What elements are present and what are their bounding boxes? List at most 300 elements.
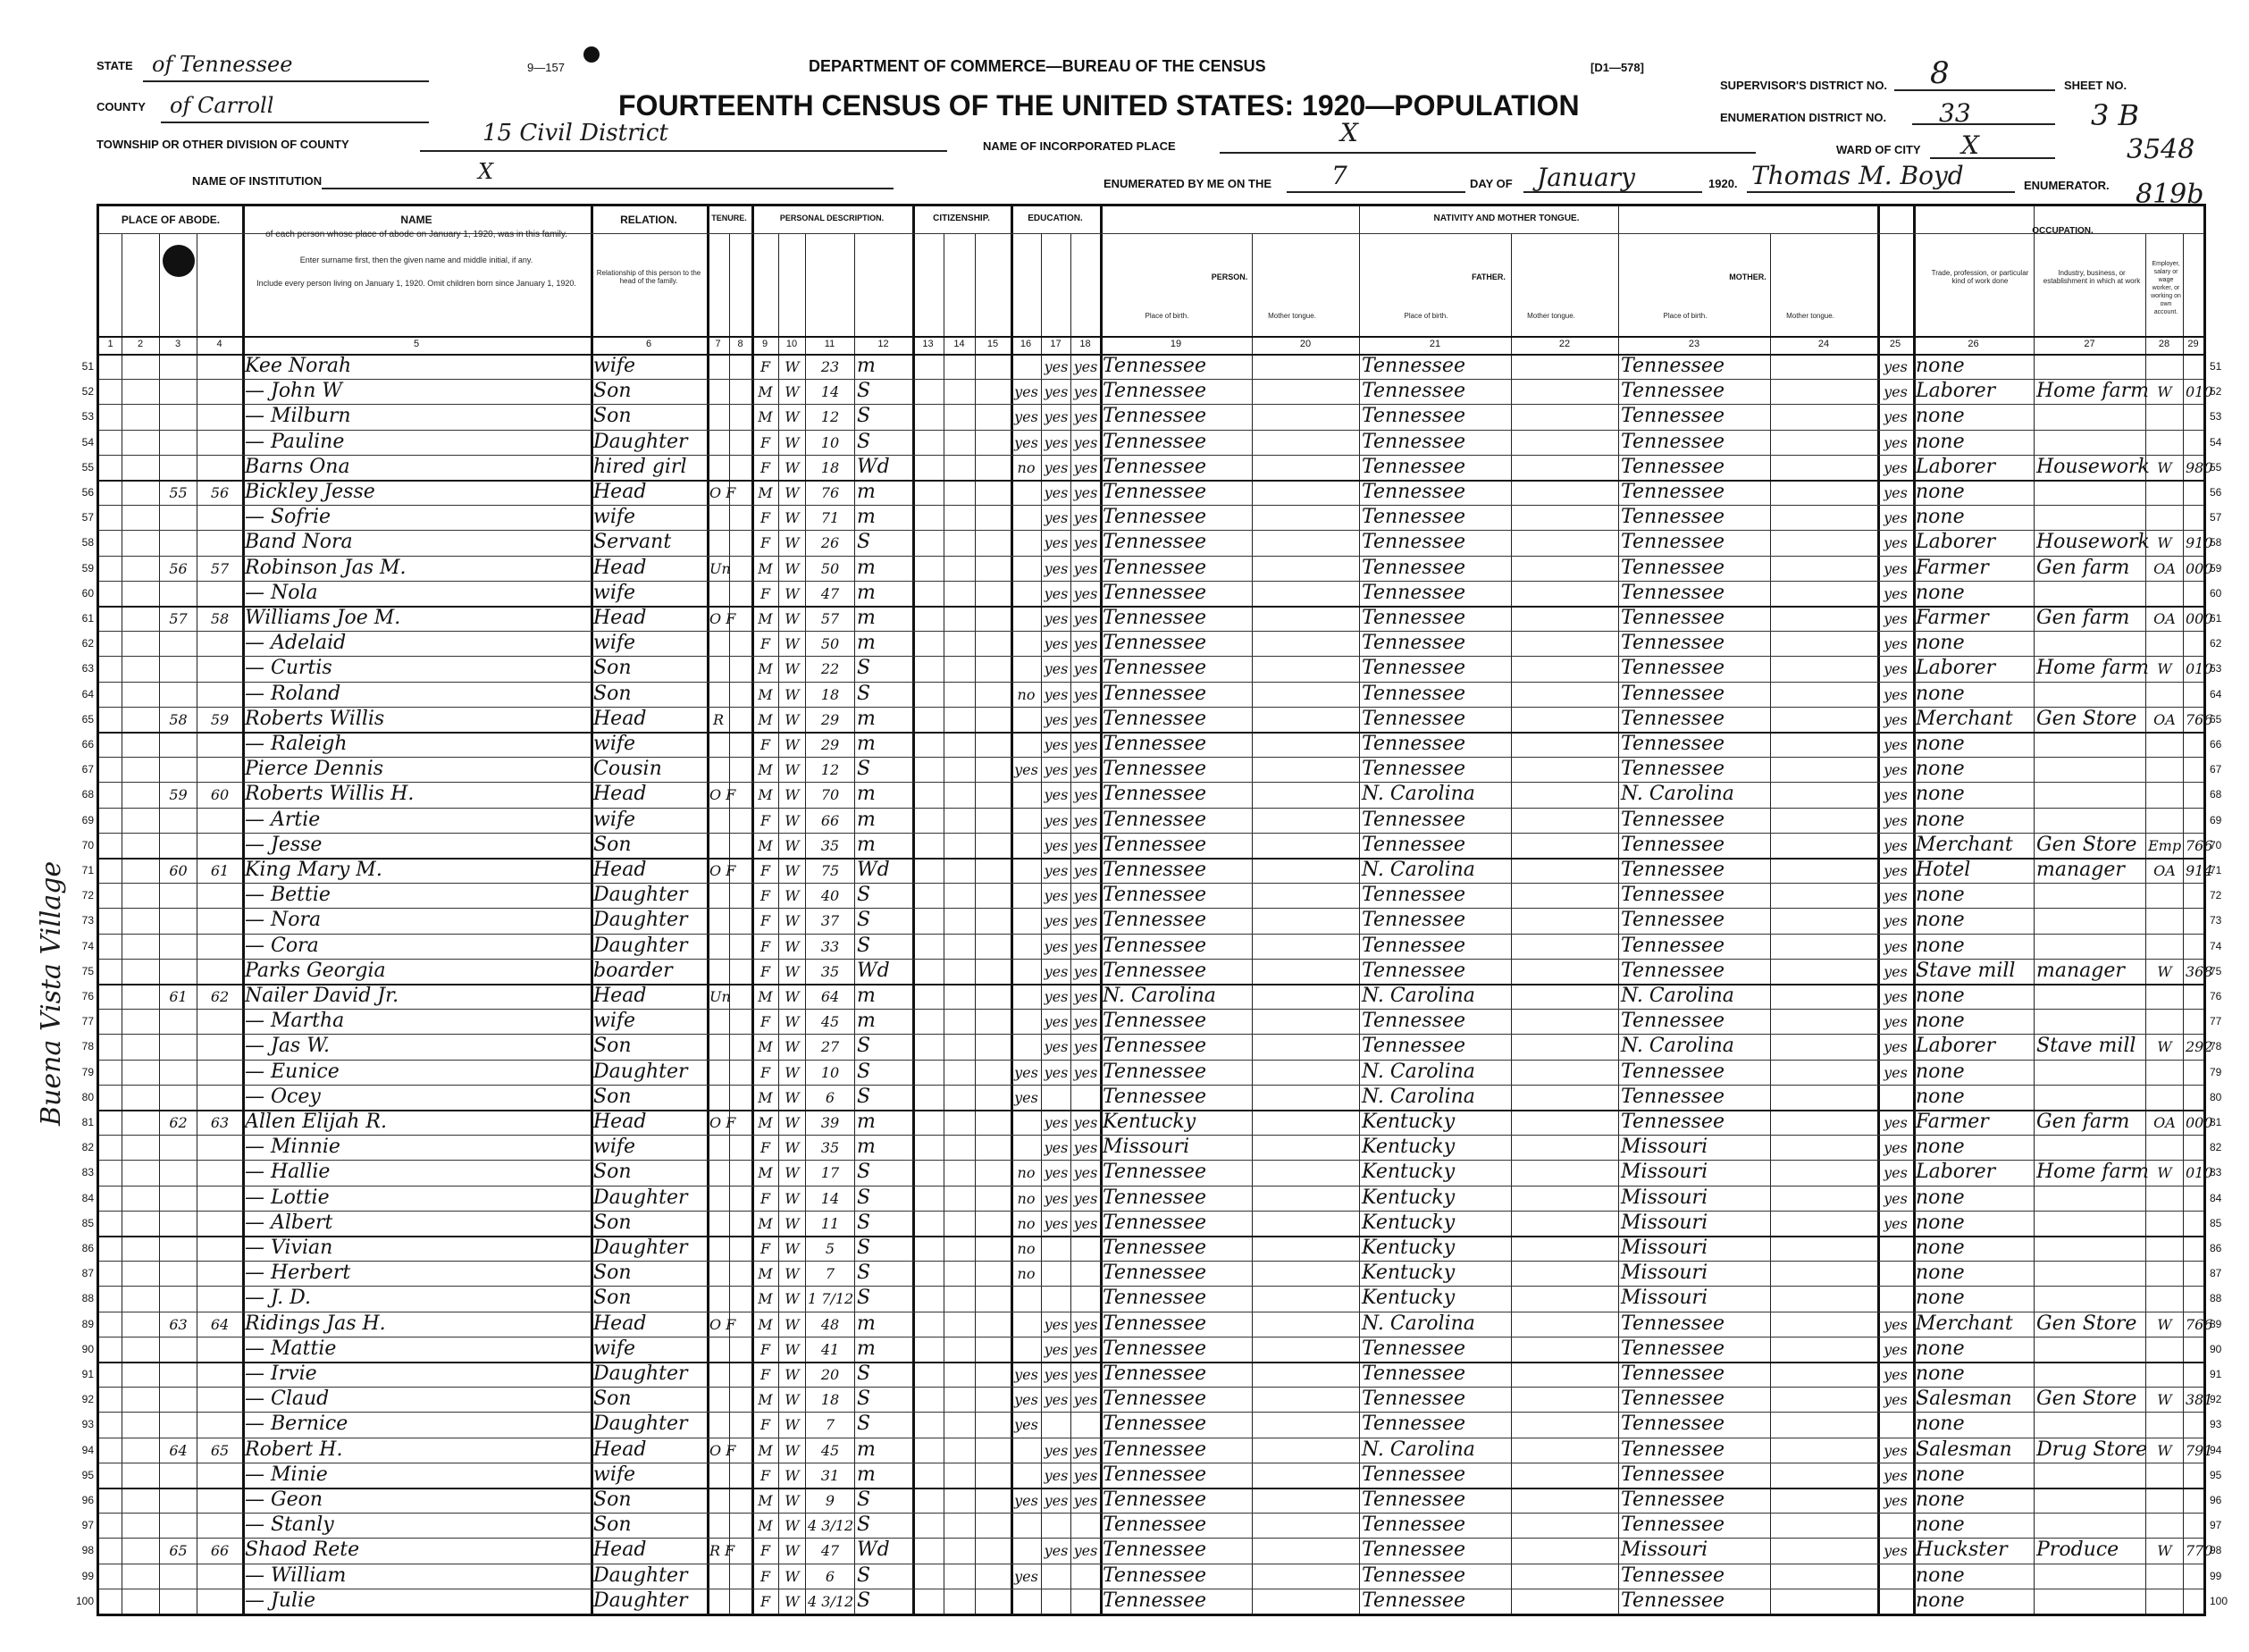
cell-father: Tennessee	[1362, 959, 1465, 982]
cell-trade: none	[1916, 909, 1965, 932]
cell-name: — Sofrie	[245, 506, 331, 529]
column-number: 23	[1688, 339, 1700, 349]
cell-mother: Tennessee	[1621, 1337, 1725, 1360]
column-number: 3	[174, 339, 181, 349]
cell-name: — Ocey	[245, 1085, 321, 1108]
cell-dwelling: 63	[169, 1315, 188, 1333]
cell-read: yes	[1044, 811, 1069, 829]
line-number: 94	[81, 1443, 94, 1456]
cell-industry: manager	[2036, 959, 2125, 982]
cell-father: Tennessee	[1362, 657, 1465, 680]
cell-write: yes	[1073, 660, 1098, 678]
cell-marital: Wd	[857, 455, 890, 478]
table-row	[81, 455, 2222, 480]
cell-sex: F	[759, 912, 771, 930]
cell-age: 14	[820, 1189, 840, 1207]
cell-marital: m	[857, 506, 876, 529]
cell-name: — Geon	[245, 1488, 323, 1511]
cell-race: W	[785, 1542, 800, 1560]
table-row	[81, 808, 2222, 833]
cell-name: — Mattie	[245, 1337, 337, 1360]
cell-birth: Tennessee	[1103, 1564, 1206, 1587]
line-number: 60	[81, 586, 94, 600]
cell-mother: Tennessee	[1621, 934, 1725, 957]
cell-dwelling: 61	[169, 988, 188, 1005]
cell-age: 14	[820, 383, 840, 401]
cell-birth: Tennessee	[1103, 707, 1206, 730]
cell-marital: S	[857, 1413, 871, 1436]
cell-race: W	[785, 912, 800, 930]
cell-relation: Daughter	[593, 934, 688, 957]
cell-tenure: Un	[709, 559, 731, 577]
line-number-right: 60	[2210, 586, 2222, 600]
table-row	[81, 1160, 2222, 1185]
cell-family: 56	[210, 484, 230, 501]
cell-sex: M	[758, 1517, 773, 1535]
cell-family: 57	[210, 559, 230, 577]
cell-sex: F	[759, 584, 771, 602]
cell-name: Band Nora	[245, 531, 353, 554]
line-number-right: 72	[2210, 889, 2222, 902]
cell-write: yes	[1073, 559, 1098, 577]
cell-english: yes	[1884, 912, 1908, 930]
group-occupation: OCCUPATION.	[2032, 226, 2094, 236]
cell-father: Tennessee	[1362, 707, 1465, 730]
cell-sex: M	[758, 1214, 773, 1232]
cell-birth: Tennessee	[1103, 959, 1206, 982]
line-number: 81	[81, 1116, 94, 1128]
margin-note: 3548	[2127, 134, 2195, 165]
cell-write: yes	[1073, 1366, 1098, 1383]
cell-birth: Tennessee	[1103, 556, 1206, 579]
cell-family: 65	[210, 1441, 230, 1459]
cell-birth: Tennessee	[1103, 632, 1206, 655]
cell-write: yes	[1073, 484, 1098, 501]
cell-relation: Daughter	[593, 430, 688, 453]
cell-read: yes	[1044, 1189, 1069, 1207]
line-number: 63	[81, 662, 94, 675]
line-number-right: 100	[2210, 1594, 2228, 1607]
cell-read: yes	[1044, 912, 1069, 930]
line-number: 75	[81, 964, 94, 977]
cell-write: yes	[1073, 1441, 1098, 1459]
cell-birth: Tennessee	[1103, 1363, 1206, 1385]
table-row	[81, 1387, 2222, 1412]
enumerator-label: ENUMERATOR.	[2024, 179, 2110, 192]
cell-race: W	[785, 584, 800, 602]
cell-code: 766	[2186, 710, 2213, 728]
cell-mother: Tennessee	[1621, 808, 1725, 831]
cell-class: W	[2157, 1315, 2172, 1333]
cell-marital: S	[857, 1488, 871, 1511]
cell-age: 5	[825, 1240, 835, 1257]
cell-name: — Minnie	[245, 1136, 340, 1159]
cell-code: 910	[2186, 534, 2213, 552]
cell-relation: Head	[593, 707, 647, 730]
cell-read: yes	[1044, 1063, 1069, 1081]
cell-read: yes	[1044, 1114, 1069, 1131]
cell-english: yes	[1884, 1114, 1908, 1131]
cell-read: yes	[1044, 836, 1069, 854]
cell-sex: F	[759, 887, 771, 905]
line-number-right: 71	[2210, 864, 2222, 876]
cell-name: — J. D.	[245, 1287, 311, 1310]
column-number: 19	[1170, 339, 1182, 349]
cell-trade: none	[1916, 1463, 1965, 1486]
cell-trade: none	[1916, 355, 1965, 377]
cell-family: 63	[210, 1114, 230, 1131]
cell-code: 770	[2186, 1542, 2213, 1560]
cell-mother: Tennessee	[1621, 909, 1725, 932]
cell-age: 35	[820, 962, 840, 980]
cell-race: W	[785, 1391, 800, 1409]
cell-race: W	[785, 1189, 800, 1207]
census-sheet	[75, 204, 2228, 1616]
cell-birth: Tennessee	[1103, 581, 1206, 604]
column-number: 2	[137, 339, 144, 349]
cell-trade: Farmer	[1916, 607, 1989, 629]
mother-tongue2-hdr: Mother tongue.	[1786, 312, 1834, 320]
cell-marital: S	[857, 1287, 871, 1310]
table-row	[81, 1463, 2222, 1488]
cell-english: yes	[1884, 685, 1908, 703]
cell-write: yes	[1073, 408, 1098, 426]
day-of-label: DAY OF	[1470, 177, 1513, 190]
cell-relation: Head	[593, 607, 647, 629]
cell-read: yes	[1044, 610, 1069, 627]
cell-race: W	[785, 1139, 800, 1157]
cell-father: N. Carolina	[1362, 1060, 1475, 1083]
cell-industry: Gen Store	[2036, 707, 2137, 730]
cell-father: Tennessee	[1362, 556, 1465, 579]
cell-write: yes	[1073, 710, 1098, 728]
cell-father: Tennessee	[1362, 1564, 1465, 1587]
cell-read: yes	[1044, 559, 1069, 577]
year-label: 1920.	[1708, 177, 1738, 190]
cell-birth: Tennessee	[1103, 506, 1206, 529]
cell-marital: S	[857, 1363, 871, 1385]
cell-relation: Daughter	[593, 1589, 688, 1612]
cell-write: yes	[1073, 1214, 1098, 1232]
cell-age: 47	[820, 1542, 840, 1560]
cell-sex: M	[758, 1265, 773, 1283]
cell-english: yes	[1884, 1189, 1908, 1207]
cell-age: 50	[820, 635, 840, 653]
sheet-label: SHEET NO.	[2064, 79, 2127, 92]
cell-father: Tennessee	[1362, 506, 1465, 529]
cell-mother: Tennessee	[1621, 758, 1725, 781]
cell-race: W	[785, 988, 800, 1005]
cell-name: — Irvie	[245, 1363, 317, 1385]
cell-age: 10	[820, 1063, 840, 1081]
line-number-right: 53	[2210, 410, 2222, 423]
column-number: 21	[1429, 339, 1441, 349]
cell-english: yes	[1884, 1214, 1908, 1232]
table-row	[81, 732, 2222, 757]
cell-dwelling: 65	[169, 1542, 188, 1560]
cell-mother: Missouri	[1621, 1262, 1708, 1285]
table-row	[81, 1538, 2222, 1563]
line-number: 86	[81, 1242, 94, 1254]
cell-read: yes	[1044, 509, 1069, 527]
cell-marital: S	[857, 1161, 871, 1184]
cell-mother: Tennessee	[1621, 733, 1725, 755]
cell-read: yes	[1044, 1139, 1069, 1157]
cell-mother: Tennessee	[1621, 556, 1725, 579]
line-number-right: 59	[2210, 561, 2222, 574]
cell-sex: F	[759, 1366, 771, 1383]
line-number: 90	[81, 1342, 94, 1355]
cell-sex: M	[758, 710, 773, 728]
cell-marital: S	[857, 1514, 871, 1537]
cell-trade: Salesman	[1916, 1388, 2012, 1411]
cell-english: yes	[1884, 534, 1908, 552]
line-number: 67	[81, 763, 94, 776]
cell-relation: Servant	[593, 531, 672, 554]
cell-birth: Missouri	[1103, 1136, 1190, 1159]
cell-father: N. Carolina	[1362, 985, 1475, 1007]
cell-read: yes	[1044, 660, 1069, 678]
cell-age: 9	[825, 1492, 835, 1509]
cell-name: — Artie	[245, 808, 321, 831]
institution-value: X	[478, 159, 494, 184]
cell-age: 6	[825, 1567, 835, 1585]
employer-hdr: Employer, salary or wage worker, or working on own account.	[2151, 261, 2181, 315]
line-number-right: 97	[2210, 1519, 2222, 1532]
line-number: 100	[75, 1594, 94, 1607]
cell-birth: Tennessee	[1103, 1463, 1206, 1486]
cell-sex: M	[758, 610, 773, 627]
cell-trade: none	[1916, 934, 1965, 957]
cell-sex: M	[758, 383, 773, 401]
cell-sex: F	[759, 1466, 771, 1484]
table-row	[81, 1362, 2222, 1387]
cell-english: yes	[1884, 458, 1908, 476]
cell-trade: Laborer	[1916, 380, 1996, 403]
table-row	[81, 858, 2222, 883]
cell-dwelling: 56	[169, 559, 188, 577]
cell-age: 1 7/12	[808, 1290, 854, 1308]
line-number: 69	[81, 813, 94, 826]
cell-age: 70	[820, 786, 840, 804]
cell-trade: none	[1916, 1413, 1965, 1436]
line-number-right: 85	[2210, 1216, 2222, 1229]
cell-father: Kentucky	[1362, 1287, 1456, 1310]
cell-relation: Son	[593, 1488, 632, 1511]
cell-family: 62	[210, 988, 230, 1005]
cell-write: yes	[1073, 358, 1098, 375]
cell-trade: none	[1916, 733, 1965, 755]
cell-write: yes	[1073, 1391, 1098, 1409]
cell-relation: Daughter	[593, 1564, 688, 1587]
cell-school: no	[1017, 1240, 1036, 1257]
cell-name: — Martha	[245, 1010, 345, 1033]
cell-father: Tennessee	[1362, 632, 1465, 655]
cell-relation: wife	[593, 808, 636, 831]
cell-father: Tennessee	[1362, 1514, 1465, 1537]
cell-read: yes	[1044, 887, 1069, 905]
cell-english: yes	[1884, 988, 1908, 1005]
name-instr2: Include every person living on January 1, 1920. Omit children born since January 1, 1920.	[256, 279, 576, 288]
cell-birth: Tennessee	[1103, 1211, 1206, 1234]
cell-code: 000	[2186, 559, 2213, 577]
line-number: 52	[81, 385, 94, 398]
cell-tenure: O F	[709, 1315, 736, 1333]
cell-father: Tennessee	[1362, 355, 1465, 377]
cell-marital: S	[857, 758, 871, 781]
cell-relation: Son	[593, 1287, 632, 1310]
group-person: PERSON.	[1211, 273, 1248, 281]
cell-english: yes	[1884, 509, 1908, 527]
group-tenure: TENURE.	[711, 214, 747, 222]
column-number: 1	[107, 339, 113, 349]
cell-race: W	[785, 635, 800, 653]
cell-sex: M	[758, 484, 773, 501]
trade-hdr: Trade, profession, or particular kind of work done	[1931, 269, 2029, 285]
cell-mother: N. Carolina	[1621, 1035, 1734, 1058]
group-place-of-abode: PLACE OF ABODE.	[121, 214, 221, 226]
cell-class: OA	[2153, 710, 2176, 728]
cell-age: 12	[820, 408, 840, 426]
cell-marital: S	[857, 405, 871, 428]
cell-age: 29	[820, 736, 840, 753]
line-number-right: 70	[2210, 838, 2222, 851]
binder-hole	[583, 46, 600, 63]
cell-race: W	[785, 1441, 800, 1459]
column-number: 11	[824, 339, 835, 349]
table-row	[81, 430, 2222, 455]
line-number: 78	[81, 1040, 94, 1053]
cell-name: Allen Elijah R.	[245, 1111, 387, 1133]
line-number-right: 82	[2210, 1141, 2222, 1154]
line-number-right: 81	[2210, 1116, 2222, 1128]
cell-age: 4 3/12	[808, 1592, 854, 1610]
cell-age: 33	[820, 937, 840, 955]
enumeration-value: 33	[1939, 98, 1971, 128]
cell-age: 37	[820, 912, 840, 930]
cell-age: 22	[820, 660, 840, 678]
cell-age: 64	[820, 988, 840, 1005]
cell-father: Tennessee	[1362, 380, 1465, 403]
cell-trade: Laborer	[1916, 657, 1996, 680]
incorporated-value: X	[1340, 118, 1358, 147]
cell-marital: m	[857, 1010, 876, 1033]
cell-mother: Missouri	[1621, 1539, 1708, 1562]
line-number-right: 96	[2210, 1494, 2222, 1506]
cell-name: — Curtis	[245, 657, 332, 680]
cell-relation: Head	[593, 783, 647, 806]
cell-mother: Tennessee	[1621, 531, 1725, 554]
cell-age: 4 3/12	[808, 1517, 854, 1535]
cell-trade: none	[1916, 581, 1965, 604]
column-number: 6	[645, 339, 652, 349]
line-number-right: 66	[2210, 738, 2222, 751]
table-row	[81, 1009, 2222, 1034]
cell-mother: Tennessee	[1621, 430, 1725, 453]
cell-age: 45	[820, 1441, 840, 1459]
cell-trade: Hotel	[1916, 859, 1971, 881]
group-education: EDUCATION.	[1028, 214, 1083, 223]
line-number-right: 75	[2210, 964, 2222, 977]
table-row	[81, 656, 2222, 681]
line-number: 76	[81, 990, 94, 1002]
cell-name: — Roland	[245, 682, 341, 705]
cell-mother: Tennessee	[1621, 1060, 1725, 1083]
cell-sex: F	[759, 458, 771, 476]
cell-trade: none	[1916, 632, 1965, 655]
cell-relation: Son	[593, 1211, 632, 1234]
cell-name: — Julie	[245, 1589, 316, 1612]
cell-name: — Minie	[245, 1463, 328, 1486]
cell-family: 59	[210, 710, 230, 728]
line-number: 57	[81, 511, 94, 524]
cell-class: W	[2157, 1441, 2172, 1459]
cell-school: yes	[1014, 408, 1038, 426]
department-title: DEPARTMENT OF COMMERCE—BUREAU OF THE CENSUS	[809, 57, 1266, 75]
cell-mother: Tennessee	[1621, 380, 1725, 403]
cell-father: Kentucky	[1362, 1237, 1456, 1259]
table-row	[81, 404, 2222, 429]
cell-name: — Vivian	[245, 1237, 333, 1259]
cell-birth: Tennessee	[1103, 783, 1206, 806]
line-number: 51	[81, 360, 94, 373]
column-number: 27	[2084, 339, 2095, 349]
column-number: 22	[1558, 339, 1571, 349]
cell-race: W	[785, 1315, 800, 1333]
table-row	[81, 1085, 2222, 1110]
cell-class: W	[2157, 1038, 2172, 1056]
cell-write: yes	[1073, 1013, 1098, 1031]
cell-read: yes	[1044, 1492, 1069, 1509]
cell-name: Ridings Jas H.	[245, 1312, 386, 1335]
cell-english: yes	[1884, 1340, 1908, 1358]
cell-name: Shaod Rete	[245, 1539, 360, 1562]
cell-race: W	[785, 811, 800, 829]
column-number: 14	[953, 339, 965, 349]
line-number-right: 94	[2210, 1443, 2222, 1456]
cell-father: Kentucky	[1362, 1211, 1456, 1234]
line-number-right: 61	[2210, 612, 2222, 625]
table-row	[81, 606, 2222, 631]
cell-mother: Tennessee	[1621, 707, 1725, 730]
cell-class: W	[2157, 1164, 2172, 1182]
cell-trade: none	[1916, 1564, 1965, 1587]
cell-sex: M	[758, 1492, 773, 1509]
cell-english: yes	[1884, 1391, 1908, 1409]
cell-marital: S	[857, 531, 871, 554]
cell-write: yes	[1073, 836, 1098, 854]
table-row	[81, 757, 2222, 782]
cell-name: — Jas W.	[245, 1035, 330, 1058]
line-number: 91	[81, 1368, 94, 1380]
cell-sex: F	[759, 937, 771, 955]
cell-name: Robert H.	[245, 1438, 343, 1461]
cell-trade: none	[1916, 1589, 1965, 1612]
state-value: of Tennessee	[152, 52, 293, 77]
cell-race: W	[785, 962, 800, 980]
cell-trade: none	[1916, 1363, 1965, 1385]
cell-name: King Mary M.	[245, 859, 382, 881]
line-number-right: 86	[2210, 1242, 2222, 1254]
cell-age: 18	[820, 458, 840, 476]
cell-mother: Tennessee	[1621, 682, 1725, 705]
cell-relation: Son	[593, 1388, 632, 1411]
cell-sex: F	[759, 1240, 771, 1257]
cell-class: OA	[2153, 610, 2176, 627]
cell-father: Tennessee	[1362, 733, 1465, 755]
line-number: 89	[81, 1317, 94, 1330]
line-number: 61	[81, 612, 94, 625]
